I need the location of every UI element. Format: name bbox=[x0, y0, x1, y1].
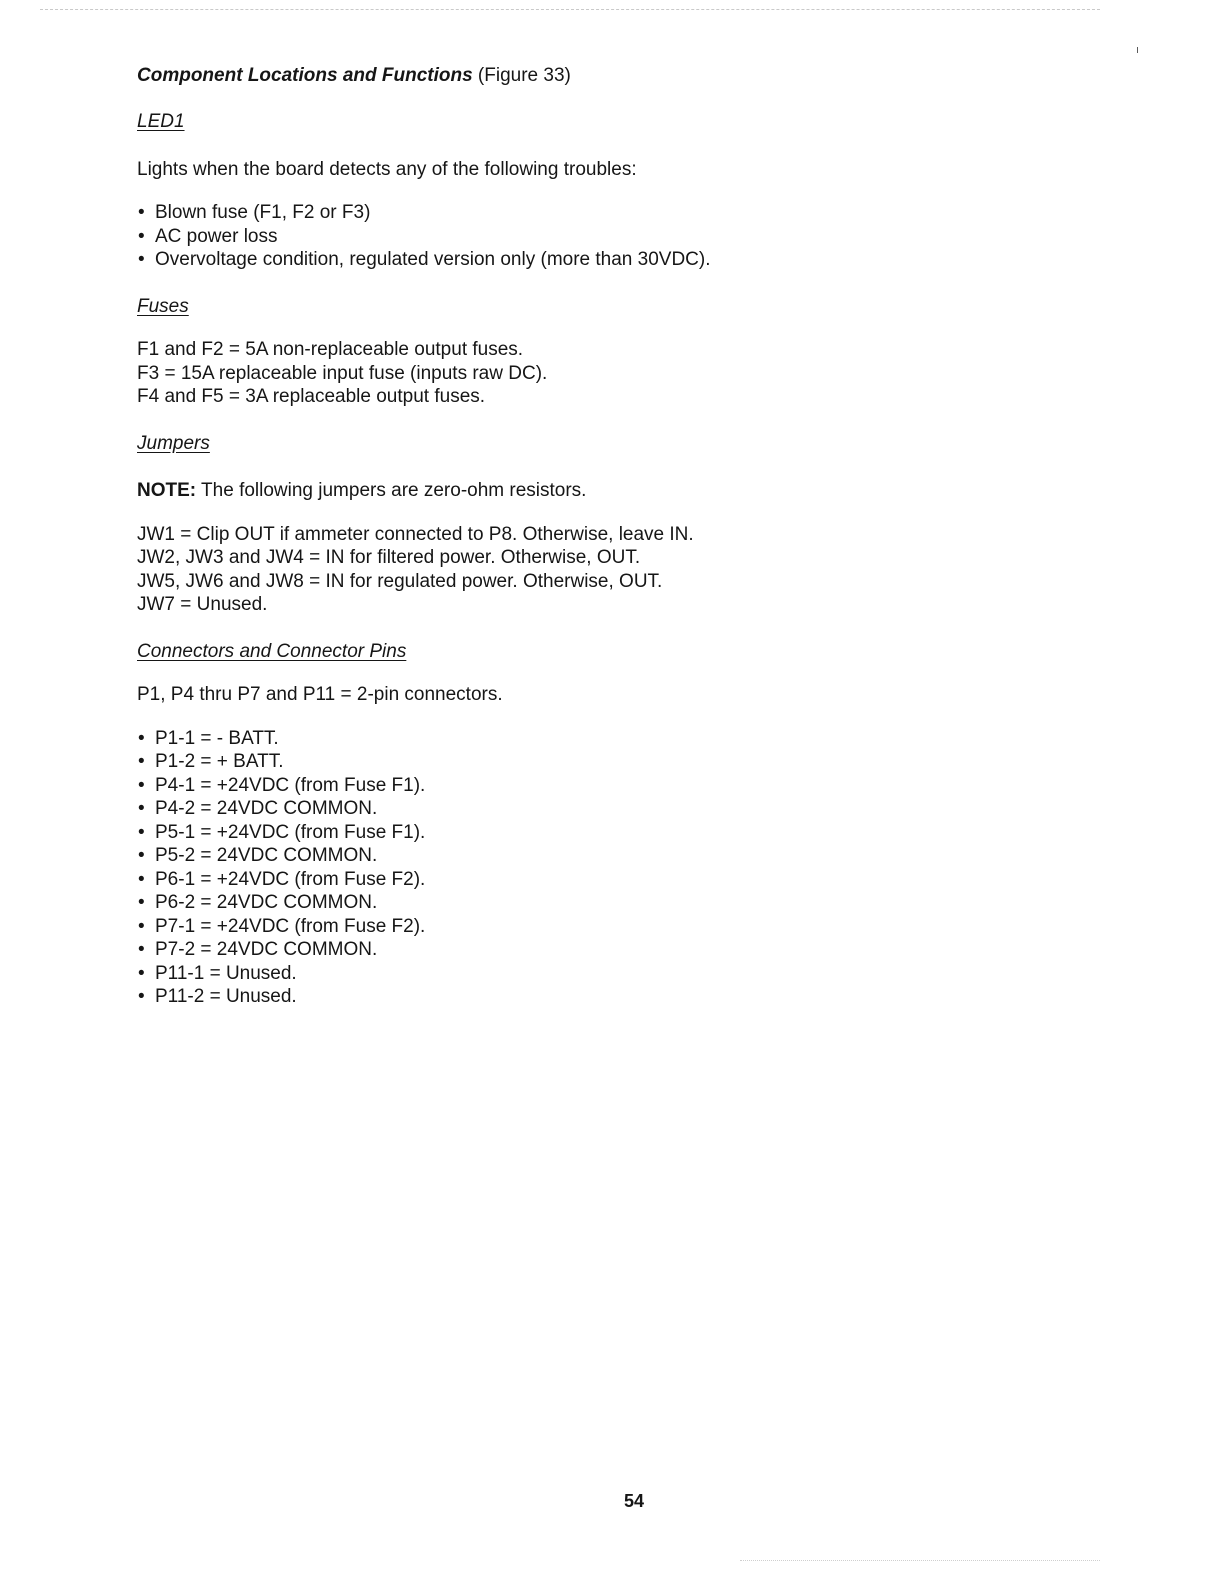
list-item: • P4-1 = +24VDC (from Fuse F1). bbox=[137, 774, 1097, 798]
fuse-line: F3 = 15A replaceable input fuse (inputs raw DC). bbox=[137, 362, 548, 384]
led-heading: LED1 bbox=[137, 111, 185, 132]
corner-mark: ı bbox=[1136, 44, 1140, 56]
jumper-line: JW2, JW3 and JW4 = IN for filtered power. Otherwise, OUT. bbox=[137, 547, 641, 568]
page-number: 54 bbox=[623, 1491, 645, 1511]
jumpers-heading: Jumpers bbox=[137, 432, 210, 454]
list-item: • P5-1 = +24VDC (from Fuse F1). bbox=[137, 821, 1097, 845]
list-item: • P5-2 = 24VDC COMMON. bbox=[137, 844, 1097, 868]
connectors-heading: Connectors and Connector Pins bbox=[137, 640, 407, 662]
list-item: • P7-2 = 24VDC COMMON. bbox=[137, 938, 1097, 962]
fuses-heading: Fuses bbox=[137, 295, 189, 317]
led-trouble-list bbox=[137, 201, 1097, 272]
led-intro: Lights when the board detects any of the following troubles: bbox=[137, 158, 637, 180]
jumper-line: JW1 = Clip OUT if ammeter connected to P8. Otherwise, leave IN. bbox=[137, 523, 694, 545]
list-item: • Blown fuse (F1, F2 or F3) bbox=[137, 201, 1097, 225]
fuses-lines bbox=[137, 338, 1097, 409]
scan-bottom-edge bbox=[740, 1560, 1100, 1561]
list-item: • P4-2 = 24VDC COMMON. bbox=[137, 797, 1097, 821]
list-item: • P6-2 = 24VDC COMMON. bbox=[137, 891, 1097, 915]
list-item: • P11-1 = Unused. bbox=[137, 962, 1097, 986]
list-item: • AC power loss bbox=[137, 225, 1097, 249]
jumpers-lines bbox=[137, 523, 1097, 617]
list-item: • Overvoltage condition, regulated version only (more than 30VDC). bbox=[137, 248, 1097, 272]
jumpers-note bbox=[137, 479, 1097, 503]
note-text: The following jumpers are zero-ohm resistors. bbox=[196, 480, 587, 501]
fuse-line: F1 and F2 = 5A non-replaceable output fuses. bbox=[137, 339, 524, 360]
list-item: • P1-2 = + BATT. bbox=[137, 750, 1097, 774]
list-item: • P6-1 = +24VDC (from Fuse F2). bbox=[137, 868, 1097, 892]
jumper-line: JW5, JW6 and JW8 = IN for regulated power. Otherwise, OUT. bbox=[137, 570, 663, 592]
page-content bbox=[137, 62, 1097, 1009]
page-title bbox=[137, 62, 1097, 90]
fuse-line: F4 and F5 = 3A replaceable output fuses. bbox=[137, 386, 486, 407]
list-item: • P1-1 = - BATT. bbox=[137, 727, 1097, 751]
jumper-line: JW7 = Unused. bbox=[137, 594, 268, 615]
connector-pin-list bbox=[137, 727, 1097, 1009]
list-item: • P7-1 = +24VDC (from Fuse F2). bbox=[137, 915, 1097, 939]
connectors-intro: P1, P4 thru P7 and P11 = 2-pin connectors. bbox=[137, 684, 503, 705]
page-title-bold: Component Locations and Functions bbox=[137, 65, 473, 86]
note-label: NOTE: bbox=[137, 480, 197, 501]
scan-top-edge bbox=[40, 9, 1100, 10]
list-item: • P11-2 = Unused. bbox=[137, 985, 1097, 1009]
page-title-figure-ref: (Figure 33) bbox=[472, 65, 571, 86]
